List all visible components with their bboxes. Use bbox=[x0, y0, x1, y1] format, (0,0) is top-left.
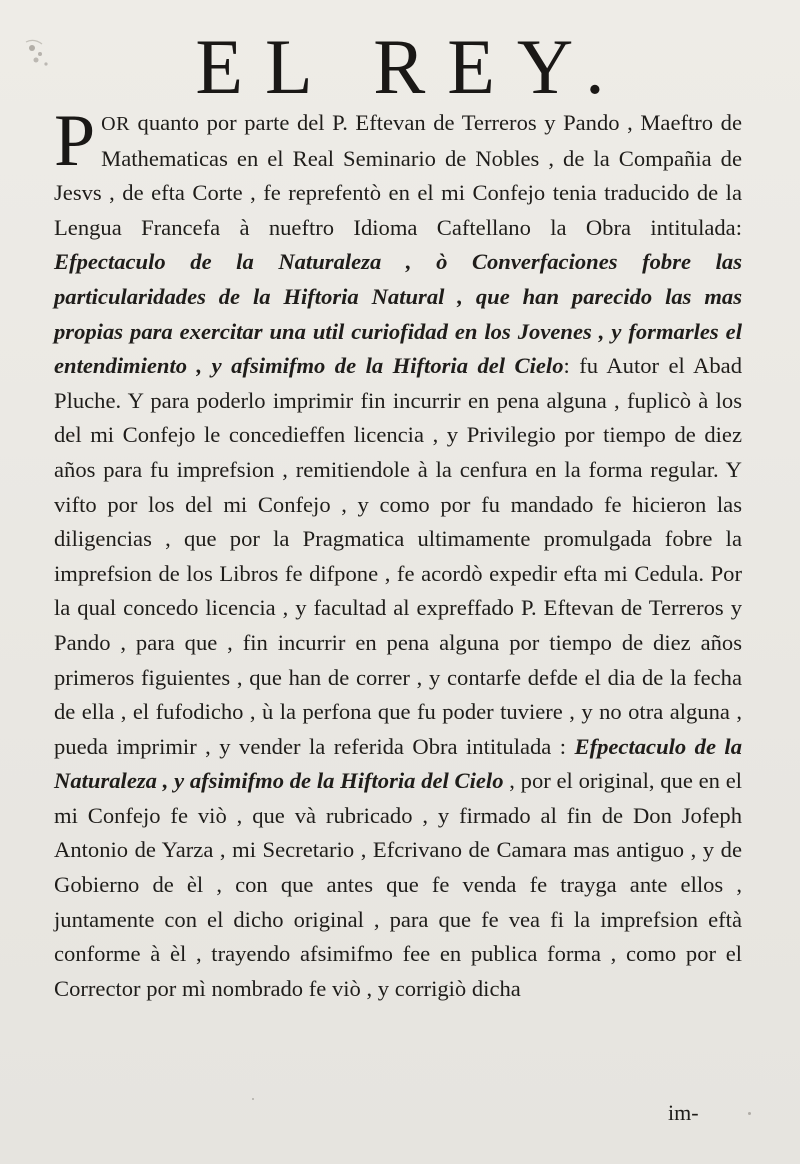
paper-speck bbox=[748, 1112, 751, 1115]
catchword: im- bbox=[668, 1100, 699, 1125]
text-segment: , por el original, que en el mi Confejo fe viò , que và rubricado , y firmado al fin de Don Jofeph Antonio de Yarza , mi Secretario , Efcrivano de Camara mas antiguo , y de Gobierno de èl , con que antes que fe venda fe trayga ante ellos , juntamente con el dicho original , para que fe vea fi la imprefsion eftà conforme à èl , trayendo afsimifmo fee en publica forma , como por el Corrector por mì nombrado fe viò , y corrigiò dicha bbox=[54, 768, 742, 1001]
paper-speck bbox=[252, 1098, 254, 1100]
text-segment: quanto por parte del P. Eftevan de Terreros y Pando , Maeftro de Mathematicas en el Real Seminario de Nobles , de la Compañia de Jesvs , de efta Corte , fe reprefentò en el mi Confejo tenia traducido de la Lengua Francefa à nueftro Idioma Caftellano la Obra intitulada: bbox=[54, 110, 742, 240]
page-title: EL REY. bbox=[195, 23, 627, 110]
work-title-italic: Efpectaculo de la Naturaleza , ò Converfaciones fobre las particularidades de la Hiftoria Natural , que han parecido las mas propias para exercitar una util curiofidad en los Jovenes , y formarles el entendimiento , y afsimifmo de la Hiftoria del Cielo bbox=[54, 249, 742, 379]
work-title-italic-short: Efpectaculo de la Naturaleza , y afsimifmo de la Hiftoria del Cielo bbox=[54, 733, 743, 794]
opening-word: OR bbox=[101, 113, 130, 135]
text-segment: : fu Autor el Abad Pluche. Y para poderlo imprimir fin incurrir en pena alguna , fuplicò à los del mi Confejo le concedieffen licencia , y Privilegio por tiempo de diez años para fu imprefsion , remitiendole à la cenfura en la forma regular. Y vifto por los del mi Confejo , y como por fu mandado fe hicieron las diligencias , que por la Pragmatica ultimamente promulgada fobre la imprefsion de los Libros fe difpone , fe acordò expedir efta mi Cedula. Por la qual concedo licencia , y facultad al expreffado P. Eftevan de Terreros y Pando , para que , fin incurrir en pena alguna por tiempo de diez años primeros figuientes , que han de correr , y contarfe defde el dia de la fecha de ella , el fufodicho , ù la perfona que fu poder tuviere , y no otra alguna , pueda imprimir , y vender la referida Obra intitulada : bbox=[54, 353, 743, 759]
drop-cap-initial: P bbox=[54, 100, 96, 182]
royal-privilege-text bbox=[54, 100, 743, 1006]
